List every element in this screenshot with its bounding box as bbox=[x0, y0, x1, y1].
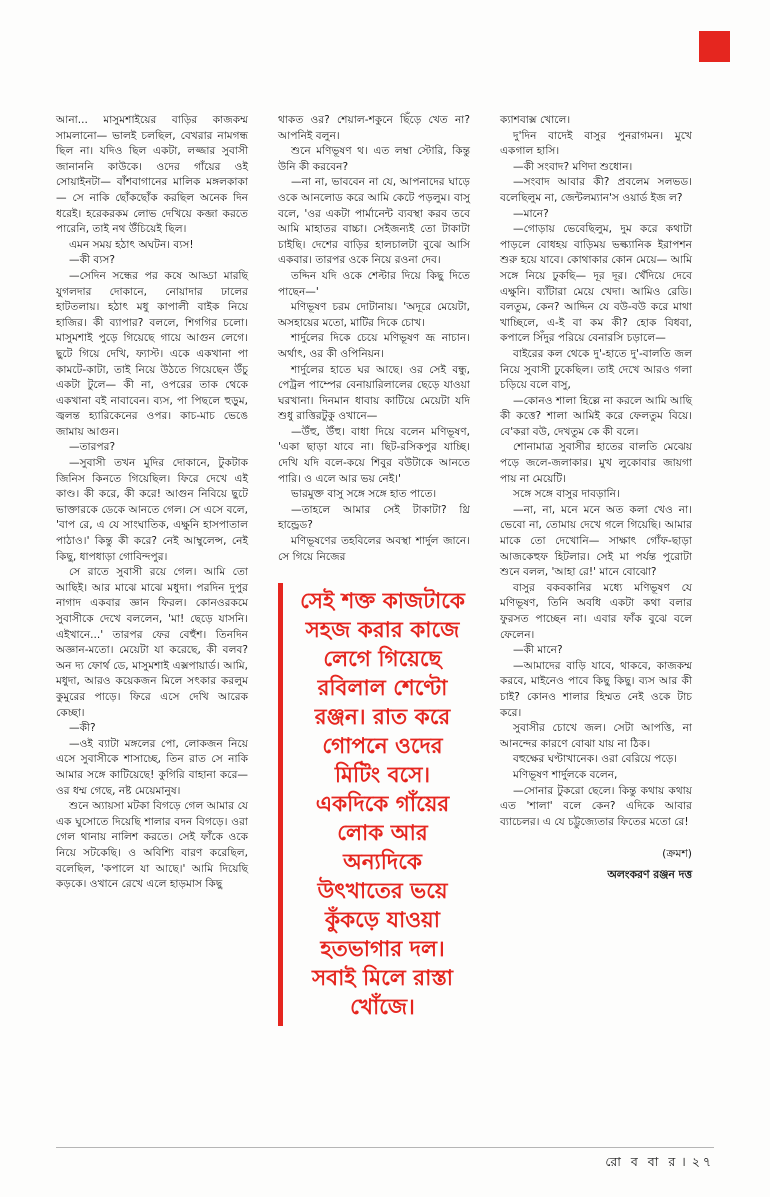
paragraph: দু'দিন বাদেই বাসুর পুনরাগমন। মুখে একগাল হাসি। bbox=[500, 129, 692, 158]
column-1-paragraphs bbox=[56, 113, 248, 893]
paragraph: এমন সময় হঠাৎ অঘটন। ব্যস! bbox=[69, 238, 194, 251]
illustration-credit: অলংকরণ রঞ্জন দত্ত bbox=[607, 867, 692, 881]
paragraph: —কী সংবাদ? মণিদা শুধোন। bbox=[513, 160, 633, 173]
paragraph: —সংবাদ আবার কী? প্রবলেম সলভড। বলেছিলুম না, জেন্টলম্যান'স ওয়ার্ড ইজ ল? bbox=[500, 176, 692, 204]
page-number: ২৭ bbox=[691, 1154, 714, 1169]
paragraph: —মানে? bbox=[513, 207, 549, 220]
paragraph: বহুক্ষের ঘণ্টাখানেক। ওরা বেরিয়ে পড়ে। bbox=[513, 753, 678, 766]
paragraph: সুবাসীর চোখে জল। সেটা আপত্তি, না আনন্দের কারণে বোঝা যায় না ঠিক। bbox=[500, 722, 692, 750]
paragraph: মণিভূষণ চরম দোটানায়। 'অদূরে মেয়েটা, অসহায়ের মতো, মাটির দিকে চোখ। bbox=[278, 301, 470, 329]
article-credits bbox=[500, 846, 692, 882]
paragraph: —সুবাসী তখন মুদির দোকানে, টুকটাক জিনিস কিনতে গিয়েছিল। ফিরে দেখে এই কাণ্ড। কী করে, কী করে! আগুন নিবিয়ে ছুটে ভাক্তারকে ডেকে আনতে গেল। সে এসে বলে, 'বাপ রে, এ যে সাংঘাতিক, এক্ষুনি হাসপাতাল পাঠাও।' কিন্তু কী করে? নেই আম্বুলেন্স, নেই কিছু, ধাপধাড়া গোবিন্দপুর। bbox=[56, 457, 248, 563]
page-footer bbox=[56, 1147, 714, 1174]
paragraph: —কোনও শালা হিল্লে না করলে আমি আছি কী কত্তে? শালা আমিই করে ফেলতুম বিয়ে। বে'করা বউ, দেখতুম কে কী বলে। bbox=[500, 394, 692, 438]
paragraph: —গোড়ায় ভেবেছিলুম, দুম করে কথাটা পাড়লে বোধহয় বাড়িময় ভল্ক্যানিক ইরাপশন শুরু হয়ে যাবে। কোথাকার কোন মেয়ে— আমি সঙ্গে নিয়ে ঢুকছি— দূর দূর। খেঁদিয়ে দেবে এক্ষুনি। ব্যাঁটারা মেয়ে খেদা। আমিও রেডি। বলতুম, কেন? আদ্দিন যে বউ-বউ করে মাথা খাচ্ছিলে, এ-ই বা কম কী? হোক বিধবা, কপালে সিঁদুর পরিয়ে বেনারসি চড়ালে— bbox=[500, 223, 692, 345]
paragraph: —সেদিন সন্ধের পর কষে আড্ডা মারছি যুগলদার দোকানে, নোয়াদার ঢালের হাটতলায়। হঠাৎ মধু কাপালী বাইক নিয়ে হাজির। কী ব্যাপার? বললে, শিগগির চলো। মাসুমশাই পুড়ে গিয়েছে গায়ে আগুন লেগে। ছুটে গিয়ে দেখি, ফ্যাস্ট। একে একখানা পা কামটে-কাটা, তাই নিয়ে উঠতে গিয়েছেন উঁচু একটা টুলে— কী না, ওপরের তাক থেকে একখানা বই নাবাবেন। ব্যস, পা পিছলে হুড়ুম, জ্বলন্ত হ্যারিকেনের ওপর। কাচ-মাচ ভেঙে জামায় আগুন। bbox=[56, 269, 248, 438]
column-3-paragraphs bbox=[500, 113, 692, 830]
footer-text bbox=[56, 1154, 714, 1174]
paragraph: —আমাদের বাড়ি যাবে, থাকবে, কাজকম্ম করবে, মাইনেও পাবে কিছু কিছু। ব্যস আর কী চাই? কোনও শালার হিম্মত নেই ওকে টাচ করে। bbox=[500, 659, 692, 719]
paragraph: —তারপর? bbox=[69, 441, 116, 454]
paragraph: থাকত ওর? শেয়াল-শকুনে ছিঁড়ে খেত না? আপনিই বলুন। bbox=[278, 114, 470, 142]
paragraph: শার্দুলের হাতে ঘর আছে। ওর সেই বন্ধু, পেট্রল পাম্পের বেনায়ারিলালের ছেড়ে যাওয়া ঘরখানা। দিনমান ধাবায় কাটিয়ে মেয়েটা যদি শুধু রাত্তিরটুকু ওখানে— bbox=[278, 363, 470, 423]
paragraph: শার্দুলের দিকে চেয়ে মণিভূষণ ভ্রূ নাচান। অর্থাৎ, ওর কী ওপিনিয়ন। bbox=[278, 332, 470, 360]
paragraph: —উঁহু, উঁহু। বাধা দিয়ে বলেন মণিভূষণ, 'একা ছাড়া যাবে না। ছিট-রসিকপুর যাচ্ছি। দেখি যদি বলে-কয়ে শিবুর বউটাকে আনতে পারি। ও এলে আর ভয় নেই।' bbox=[278, 425, 470, 485]
paragraph: শুনে অ্যায়সা মটকা বিগড়ে গেল আমার যে এক ঘুসোতে দিয়েছি শালার বদন বিগড়ে। ওরা গেল থানায় নালিশ করতে। সেই ফাঁকে ওকে নিয়ে সটকেছি। ও অবিশ্যি বারণ করেছিল, বলেছিল, 'কপালে যা আছে।' আমি দিয়েছি কড়কে। ওখানে রেখে এলে হাড়মাস কিছু bbox=[56, 800, 248, 891]
text-column-2 bbox=[278, 113, 470, 1026]
corner-red-square bbox=[699, 31, 730, 62]
article-body bbox=[56, 113, 692, 1026]
paragraph: —তাহলে আমার সেই টাকাটা? থ্রি হান্ড্রেড? bbox=[278, 503, 470, 532]
text-column-1 bbox=[56, 113, 248, 893]
paragraph: —ওই ব্যাটা মঙ্গলের পো, লোকজন নিয়ে এসে সুবাসীকে শাসাচ্ছে, তিন রাত সে নাকি আমার সঙ্গে কাটিয়েছে! কুগিরি বাহানা করে— ওর ধম্ম গেছে, নষ্ট মেয়েমানুষ। bbox=[56, 737, 248, 797]
paragraph: শুনে মণিভূষণ থ। এত লম্বা স্টোরি, কিন্তু উনি কী করবেন? bbox=[278, 145, 470, 173]
paragraph: —না না, ভাববেন না যে, আপনাদের ঘাড়ে ওকে আনলোড করে আমি কেটে পড়লুম। বাসু বলে, 'ওর একটা পার্মানেন্ট ব্যবস্থা করব তবে আমি মাহাতর বাচ্চা। সেইজন্যই তো টাকাটা চাইছি। দেশের বাড়ির হালচালটা বুঝে আসি একবার। তারপর ওকে নিয়ে রওনা দেব। bbox=[278, 176, 470, 267]
footer-rule bbox=[56, 1147, 714, 1148]
paragraph: বাসুর বকবকানির মধ্যে মণিভূষণ যে মণিভূষণ, তিনি অবধি একটা কথা বলার ফুরসত পাচ্ছেন না। এবার ফাঁক বুঝে বলে ফেলেন। bbox=[500, 581, 692, 641]
paragraph: সে রাতে সুবাসী রয়ে গেল। আমি তো আছিই। আর মাঝে মাঝে মধুদা। পরদিন দুপুর নাগাদ একবার জ্ঞান ফিরল। কোনওরকমে সুবাসীকে দেখে বললেন, 'মা! ছেড়ে যাসনি। এইখানে...' তারপর ফের বেহুঁশ। তিনদিন অজ্ঞান-মতো। মেয়েটা যা করেছে, কী বলব? অন দ্য ফোর্থ ডে, মাসুমশাই এক্সপায়ার্ড। আমি, মধুদা, আরও কয়েকজন মিলে সৎকার করলুম কুমুরের পাড়ে। ফিরে এসে দেখি আরেক কেচ্ছা। bbox=[56, 566, 248, 719]
paragraph: আনা... মাসুমশাইয়ের বাড়ির কাজকম্ম সামলানো— ভালই চলছিল, বেখরার নামগন্ধ ছিল না। যদিও ছিল একটা, লজ্জার সুবাসী জানাননি কাউকে। ওদের গাঁয়ের ওই সোয়াইনটা— বাঁশবাগানের মালিক মঙ্গলকাকা— সে নাকি ছোঁকছোঁক করছিল অনেক দিন ধরেই। হরেকরকম লোভ দেখিয়ে কব্জা করতে পারেনি, তাই নথ উঁচিয়েই ছিল। bbox=[56, 114, 248, 236]
magazine-name: রো ব বা র bbox=[605, 1154, 679, 1169]
paragraph: সঙ্গে সঙ্গে বাসুর দাবড়ানি। bbox=[513, 488, 620, 501]
footer-separator: । bbox=[681, 1154, 689, 1169]
paragraph: —কী ব্যস? bbox=[69, 254, 115, 267]
column-2-paragraphs bbox=[278, 113, 470, 565]
paragraph: শোনামাত্র সুবাসীর হাতের বালতি মেঝেয় পড়ে জলে-জলাকার। মুখ লুকোবার জায়গা পায় না মেয়েটি। bbox=[500, 441, 692, 485]
paragraph: —কী মানে? bbox=[513, 644, 563, 657]
paragraph: —না, না, মনে মনে অত কলা খেও না। ভেবো না, তোমায় দেখে গলে গিয়েছি। আমার মাকে তো দেখোনি— সাক্ষাৎ গোঁফ-ছাড়া আজকেহুফ হিটলার। সেই মা পর্যন্ত পুরোটা শুনে বলল, 'আহা রে!' মানে বোঝো? bbox=[500, 503, 692, 579]
paragraph: —কী? bbox=[69, 722, 96, 735]
paragraph: মণিভূষণ শার্দুলকে বলেন, bbox=[513, 768, 618, 781]
paragraph: বাইরের কল থেকে দু'-হাতে দু'-বালতি জল নিয়ে সুবাসী ঢুকেছিল। তাই দেখে আরও গলা চড়িয়ে বলে বাসু, bbox=[500, 347, 692, 392]
serial-status: (ক্রমশ) bbox=[662, 847, 692, 861]
paragraph: —সোনার টুকরো ছেলে। কিন্তু কথায় কথায় এত 'শালা' বলে কেন? এদিকে আবার ব্যাচেলর। এ যে চট্টুজ্যেতার ফিতের মতো রে! bbox=[500, 784, 692, 828]
paragraph: তদ্দিন যদি ওকে শেল্টার দিয়ে কিছু দিতে পাছেন—' bbox=[278, 269, 470, 298]
paragraph: ক্যাশবাক্স খোলে। bbox=[500, 114, 571, 126]
paragraph: ভারমুক্ত বাসু সঙ্গে সঙ্গে হাত পাতে। bbox=[291, 488, 437, 501]
text-column-3 bbox=[500, 113, 692, 883]
pull-quote: সেই শক্ত কাজটাকে সহজ করার কাজে লেগে গিয়েছে রবিলাল শেণ্টো রঞ্জন। রাত করে গোপনে ওদের মিটিং বসে। একদিকে গাঁয়ের লোক আর অন্যদিকে উৎখাতের ভয়ে কুঁকড়ে যাওয়া হতভাগার দল। সবাই মিলে রাস্তা খোঁজে। bbox=[278, 583, 470, 1026]
paragraph: মণিভূষণের তহবিলের অবস্থা শার্দুল জানে। সে গিয়ে নিজের bbox=[278, 535, 470, 563]
